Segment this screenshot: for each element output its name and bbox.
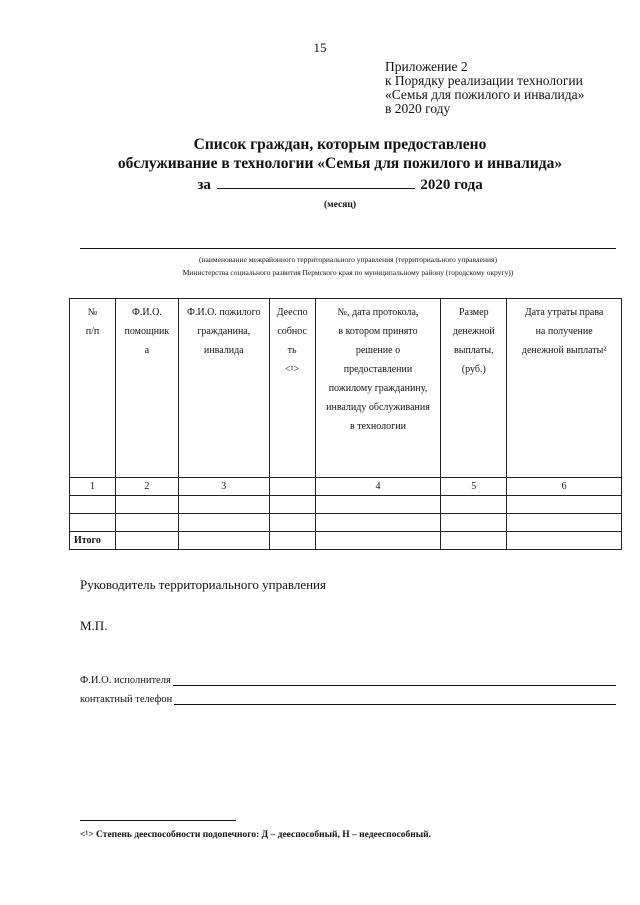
- title-line-2: обслуживание в технологии «Семья для пожилого и инвалида»: [117, 155, 563, 172]
- table-cell: [269, 532, 315, 550]
- executor-field: [80, 675, 616, 686]
- column-number: 1: [70, 478, 116, 496]
- appendix-line: «Семья для пожилого и инвалида»: [385, 87, 585, 102]
- table-cell: [315, 496, 441, 514]
- appendix-line: Приложение 2: [385, 59, 468, 74]
- month-blank-line: [217, 174, 415, 189]
- table-row: [70, 496, 622, 514]
- table-cell: [269, 514, 315, 532]
- phone-blank-line: [174, 694, 616, 705]
- period-row: [60, 174, 620, 194]
- executor-label: Ф.И.О. исполнителя: [80, 675, 171, 686]
- table-cell: [115, 514, 178, 532]
- table-header-row: [70, 299, 622, 478]
- table-row: [70, 514, 622, 532]
- page-number: 15: [313, 40, 327, 55]
- header-payment-amount: Размер денежной выплаты, (руб.): [441, 299, 507, 478]
- ministry-caption: Министерства социального развития Пермского края по муниципальному району (городскому округу)): [182, 268, 514, 277]
- department-blank-line: [80, 248, 616, 249]
- table-cell: [178, 496, 269, 514]
- table-cell: [507, 514, 622, 532]
- table-cell: [441, 496, 507, 514]
- footnote-divider: [80, 820, 236, 821]
- column-number: [269, 478, 315, 496]
- column-number: 5: [441, 478, 507, 496]
- document-title: [60, 135, 620, 173]
- phone-field: [80, 694, 616, 705]
- stamp-label: М.П.: [80, 618, 108, 633]
- total-row: [70, 532, 622, 550]
- executor-blank-line: [173, 675, 616, 686]
- appendix-line: в 2020 году: [385, 101, 451, 116]
- header-capacity: Дееспо собнос ть <¹>: [269, 299, 315, 478]
- header-citizen-name: Ф.И.О. пожилого гражданина, инвалида: [178, 299, 269, 478]
- table-cell: [507, 496, 622, 514]
- header-loss-date: Дата утраты права на получение денежной выплаты²: [507, 299, 622, 478]
- table-cell: [315, 532, 441, 550]
- head-signature-label: Руководитель территориального управления: [80, 577, 326, 592]
- footnote-text: <¹> Степень дееспособности подопечного: Д – дееспособный, Н – недееспособный.: [80, 830, 431, 840]
- header-number: № п/п: [70, 299, 116, 478]
- period-prefix: за: [197, 177, 211, 193]
- table-cell: [115, 532, 178, 550]
- table-cell: [269, 496, 315, 514]
- citizens-table: [69, 298, 622, 550]
- table-cell: [441, 514, 507, 532]
- column-number: 4: [315, 478, 441, 496]
- table-cell: [70, 496, 116, 514]
- month-caption: (месяц): [324, 200, 356, 210]
- column-number: 6: [507, 478, 622, 496]
- title-line-1: Список граждан, которым предоставлено: [193, 136, 487, 153]
- header-protocol: №, дата протокола, в котором принято решение о предоставлении пожилому гражданину, инвалиду обслуживания в технологии: [315, 299, 441, 478]
- table-cell: [315, 514, 441, 532]
- department-caption: (наименование межрайонного территориального управления (территориального управления): [199, 255, 497, 264]
- table-cell: [178, 532, 269, 550]
- table-cell: [178, 514, 269, 532]
- appendix-line: к Порядку реализации технологии: [385, 73, 583, 88]
- period-suffix: 2020 года: [420, 177, 483, 193]
- column-number-row: [70, 478, 622, 496]
- column-number: 3: [178, 478, 269, 496]
- total-label: Итого: [70, 532, 116, 550]
- phone-label: контактный телефон: [80, 694, 173, 705]
- appendix-block: [385, 60, 635, 116]
- header-assistant-name: Ф.И.О. помощник а: [115, 299, 178, 478]
- table-cell: [115, 496, 178, 514]
- table-cell: [70, 514, 116, 532]
- table-cell: [507, 532, 622, 550]
- column-number: 2: [115, 478, 178, 496]
- table-cell: [441, 532, 507, 550]
